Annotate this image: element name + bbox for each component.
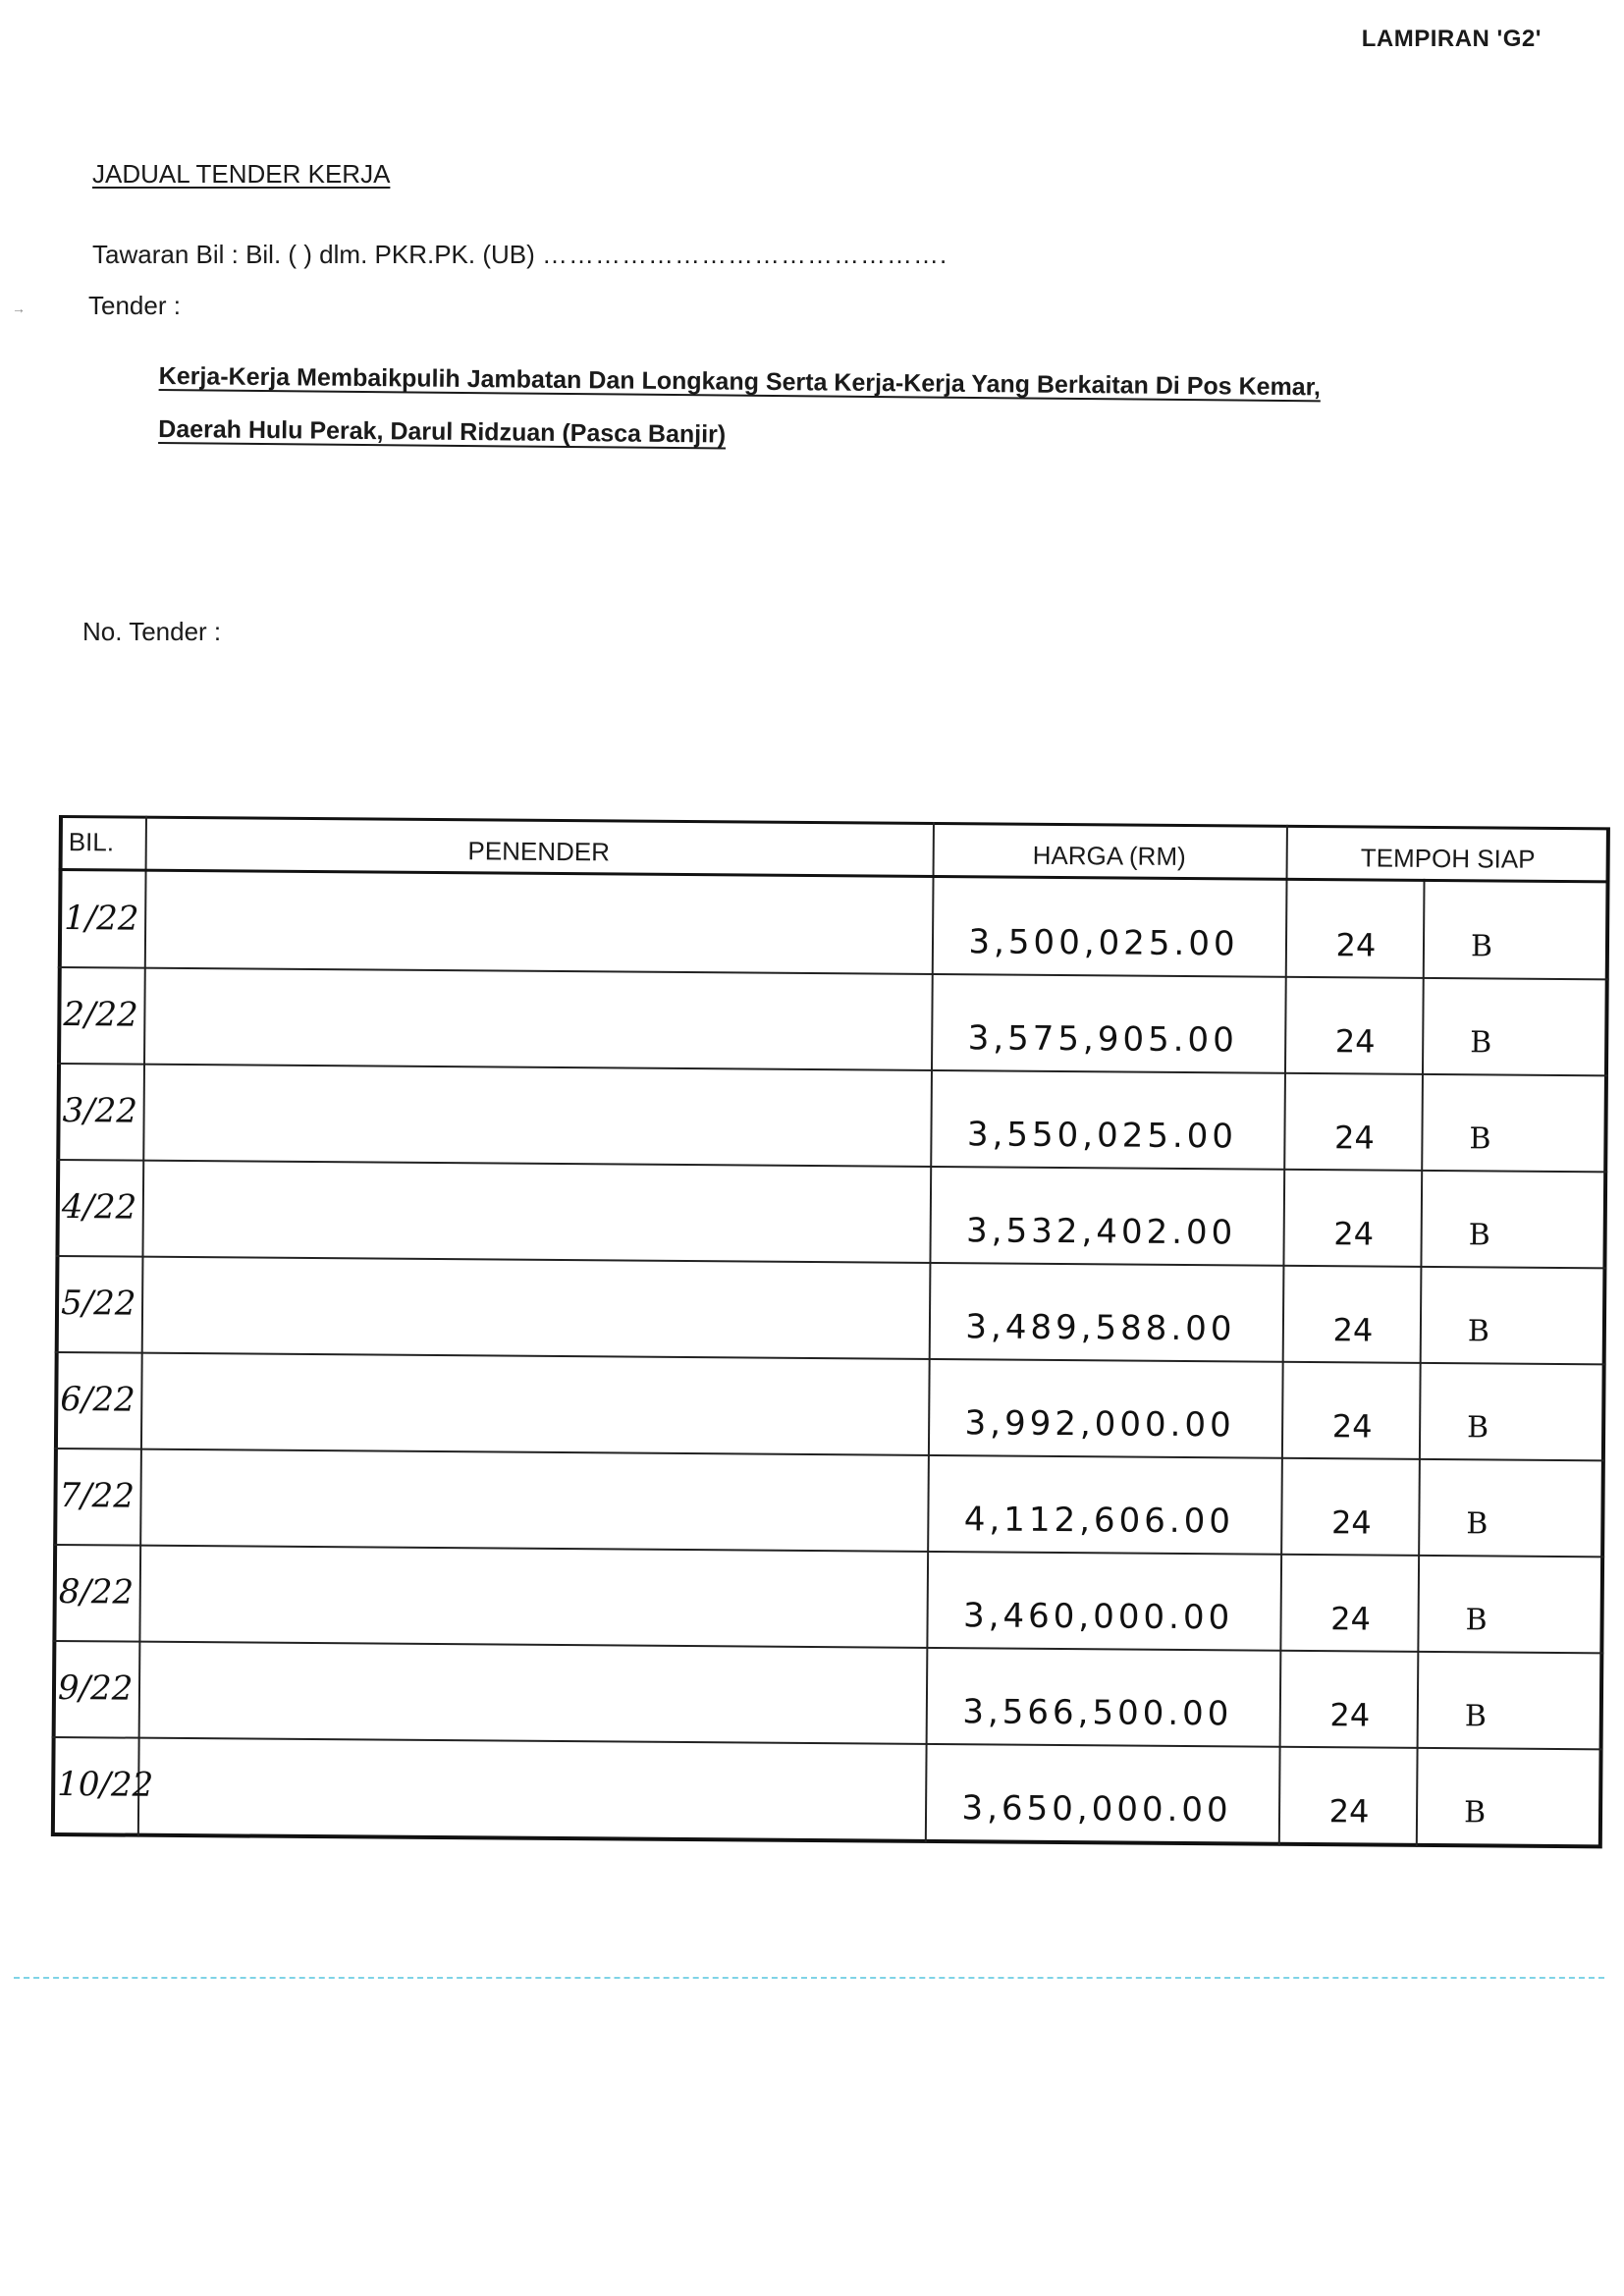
tempoh-unit-cell: B: [1463, 1794, 1487, 1830]
tender-label-line: [12, 291, 181, 321]
document-title: JADUAL TENDER KERJA: [92, 159, 391, 189]
penender-cell: [156, 997, 922, 1003]
bil-cell: 2/22: [63, 995, 138, 1035]
bil-cell: 1/22: [64, 899, 139, 939]
tempoh-cell: 24: [1330, 1503, 1372, 1542]
tempoh-unit-cell: B: [1468, 1217, 1490, 1252]
offer-number-dots: ……………………………………….: [542, 240, 948, 269]
harga-cell: 3,992,000.00: [964, 1403, 1235, 1446]
offer-number-label: Tawaran Bil : Bil. ( ) dlm. PKR.PK. (UB): [92, 240, 535, 269]
tempoh-cell: 24: [1328, 1792, 1370, 1831]
penender-cell: [149, 1767, 915, 1773]
bil-cell: 9/22: [57, 1668, 134, 1709]
header-penender: PENENDER: [467, 836, 611, 867]
table-row: [56, 1063, 1608, 1171]
table-row: [57, 966, 1609, 1074]
tempoh-cell: 24: [1333, 1119, 1375, 1157]
harga-cell: 3,650,000.00: [961, 1788, 1232, 1831]
tempoh-cell: 24: [1334, 1022, 1376, 1061]
penender-cell: [152, 1478, 918, 1484]
tender-title: [158, 350, 1475, 468]
harga-cell: 3,566,500.00: [962, 1692, 1233, 1734]
tempoh-cell: 24: [1330, 1600, 1372, 1638]
harga-cell: 3,500,025.00: [968, 922, 1239, 964]
tempoh-unit-cell: B: [1469, 1121, 1491, 1156]
bil-cell: 10/22: [57, 1765, 154, 1805]
table-row: [52, 1544, 1604, 1652]
bil-cell: 8/22: [58, 1572, 135, 1613]
tempoh-unit-cell: B: [1470, 1024, 1492, 1060]
offer-number-line: [92, 240, 947, 270]
tender-number-label: No. Tender :: [82, 617, 222, 646]
table-row: [58, 870, 1610, 978]
header-bil: BIL.: [68, 827, 115, 857]
penender-cell: [153, 1285, 919, 1291]
harga-cell: 3,532,402.00: [965, 1211, 1237, 1253]
harga-cell: 3,460,000.00: [962, 1596, 1234, 1638]
tempoh-cell: 24: [1332, 1311, 1374, 1349]
table-row: [53, 1448, 1605, 1556]
tempoh-unit-cell: B: [1464, 1698, 1487, 1733]
header-tempoh: TEMPOH SIAP: [1360, 843, 1536, 874]
tender-table: [51, 815, 1610, 1848]
penender-cell: [150, 1670, 916, 1676]
header-harga: HARGA (RM): [1032, 840, 1186, 872]
scan-edge-line: [14, 1977, 1604, 1979]
table-row: [54, 1351, 1606, 1459]
bil-cell: 5/22: [60, 1284, 136, 1324]
bil-cell: 3/22: [62, 1091, 138, 1131]
margin-arrow-icon: →: [12, 301, 26, 316]
harga-cell: 3,550,025.00: [966, 1115, 1238, 1157]
penender-cell: [151, 1574, 917, 1580]
tempoh-cell: 24: [1329, 1696, 1371, 1734]
tempoh-cell: 24: [1333, 1215, 1375, 1253]
tender-label: Tender :: [88, 291, 181, 320]
table-row: [52, 1640, 1604, 1748]
harga-cell: 3,489,588.00: [965, 1307, 1236, 1349]
table-row: [55, 1159, 1607, 1267]
penender-cell: [154, 1189, 920, 1195]
harga-cell: 3,575,905.00: [967, 1018, 1238, 1061]
tempoh-cell: 24: [1331, 1407, 1373, 1446]
bil-cell: 4/22: [61, 1187, 137, 1228]
tempoh-unit-cell: B: [1470, 928, 1493, 963]
tempoh-unit-cell: B: [1466, 1505, 1489, 1541]
tempoh-unit-cell: B: [1467, 1313, 1490, 1348]
penender-cell: [155, 1093, 921, 1099]
table-row: [55, 1255, 1607, 1363]
bil-cell: 6/22: [60, 1380, 135, 1420]
tender-title-line-2: Daerah Hulu Perak, Darul Ridzuan (Pasca Banjir): [158, 414, 727, 449]
table-row: [51, 1736, 1603, 1844]
harga-cell: 4,112,606.00: [963, 1500, 1235, 1542]
bil-cell: 7/22: [59, 1476, 135, 1516]
tempoh-cell: 24: [1335, 926, 1377, 964]
tempoh-unit-cell: B: [1465, 1602, 1488, 1637]
tempoh-unit-cell: B: [1466, 1409, 1489, 1445]
penender-cell: [156, 901, 922, 906]
tender-title-line-1: Kerja-Kerja Membaikpulih Jambatan Dan Longkang Serta Kerja-Kerja Yang Berkaitan Di Pos Kemar,: [158, 361, 1322, 402]
penender-cell: [152, 1382, 918, 1388]
attachment-label: LAMPIRAN 'G2': [1361, 26, 1542, 52]
